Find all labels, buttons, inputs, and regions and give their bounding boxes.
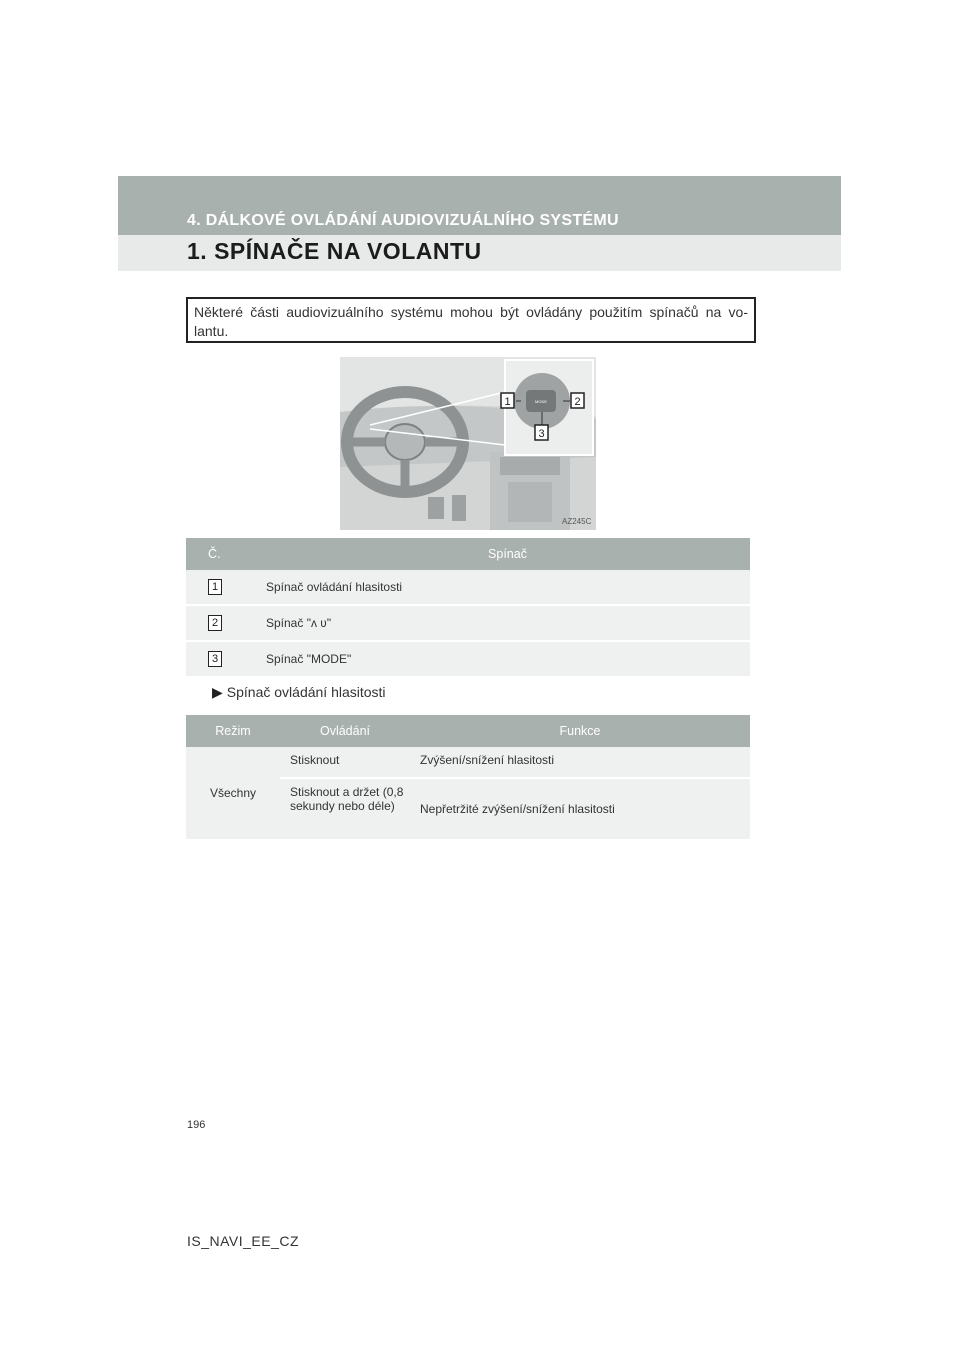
mode-cell: Všechny: [186, 747, 280, 840]
table-row: [186, 641, 750, 677]
table-row: [186, 605, 750, 641]
section-title: 4. DÁLKOVÉ OVLÁDÁNÍ AUDIOVIZUÁLNÍHO SYSTÉMU: [187, 212, 619, 229]
intro-text: Některé části audiovizuálního systému mohou být ovládány použitím spínačů na vo-lantu.: [186, 297, 756, 343]
document-code: IS_NAVI_EE_CZ: [187, 1233, 300, 1249]
figure-callout-3: 3: [538, 428, 545, 440]
header-mode: Režim: [186, 715, 280, 747]
figure-code: AZ245C: [562, 517, 592, 526]
switch-table-header: [186, 538, 750, 570]
switch-label: Spínač "ʌ ʋ": [265, 605, 750, 641]
table-row: [186, 570, 750, 605]
subheading-text: Spínač ovládání hlasitosti: [226, 684, 386, 700]
function-table: [186, 715, 750, 841]
function-cell: Nepřetržité zvýšení/snížení hlasitosti: [410, 778, 750, 840]
figure-callout-2: 2: [574, 396, 581, 408]
operation-cell: Stisknout a držet (0,8 sekundy nebo déle): [280, 778, 410, 840]
mode-button-label: MODE: [535, 399, 547, 404]
header-function: Funkce: [410, 715, 750, 747]
steering-wheel-illustration: [340, 357, 596, 530]
function-table-header: [186, 715, 750, 747]
number-box: 3: [208, 651, 222, 667]
subheading: [212, 684, 386, 701]
figure-callout-1: 1: [504, 396, 511, 408]
header-switch: Spínač: [265, 538, 750, 570]
steering-wheel-figure: [340, 357, 596, 530]
function-cell: Zvýšení/snížení hlasitosti: [410, 747, 750, 778]
switch-table: [186, 538, 750, 678]
header-operation: Ovládání: [280, 715, 410, 747]
number-box: 1: [208, 579, 222, 595]
header-number: Č.: [186, 538, 265, 570]
operation-cell: Stisknout: [280, 747, 410, 778]
number-box: 2: [208, 615, 222, 631]
table-row: [186, 747, 750, 778]
page-number: 196: [187, 1119, 206, 1131]
switch-label: Spínač ovládání hlasitosti: [265, 570, 750, 605]
triangle-right-icon: ▶: [212, 684, 223, 700]
page-title: 1. SPÍNAČE NA VOLANTU: [187, 238, 482, 264]
switch-label: Spínač "MODE": [265, 641, 750, 677]
